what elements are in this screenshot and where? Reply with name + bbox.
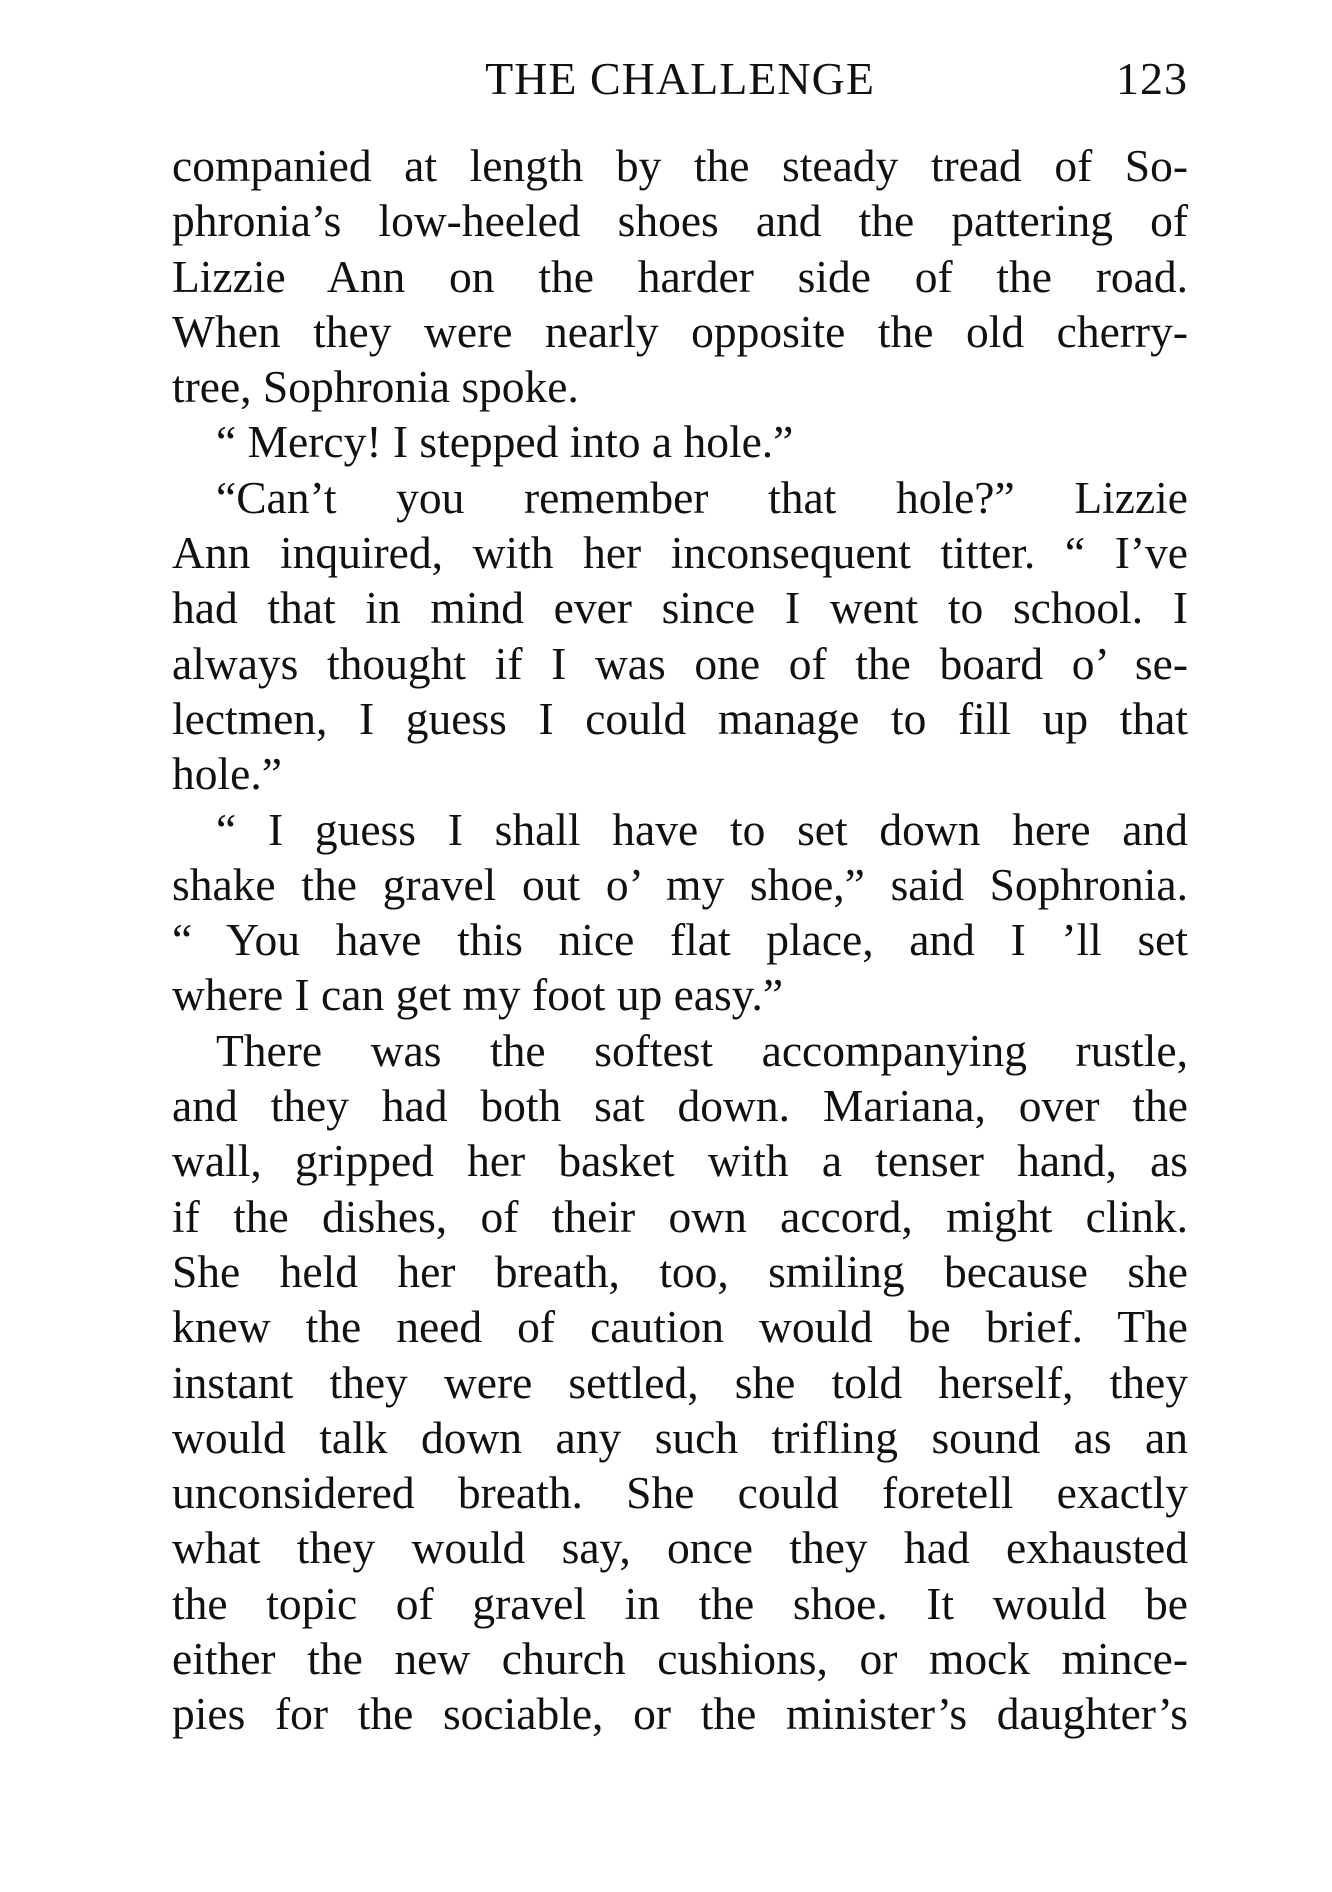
text-line: pies for the sociable, or the minister’s daughter’s: [172, 1688, 1188, 1740]
text-line: “ I guess I shall have to set down here and: [216, 803, 1188, 855]
text-line: and they had both sat down. Mariana, over the: [172, 1080, 1188, 1132]
text-line: When they were nearly opposite the old cherry-: [172, 305, 1188, 357]
text-line: lectmen, I guess I could manage to fill up that: [172, 692, 1188, 744]
text-line: Ann inquired, with her inconsequent titter. “ I’ve: [172, 527, 1188, 579]
running-title: THE CHALLENGE: [485, 53, 875, 104]
text-line: instant they were settled, she told herself, they: [172, 1356, 1188, 1408]
text-line: either the new church cushions, or mock mince-: [172, 1633, 1188, 1685]
text-line: always thought if I was one of the board o’ se-: [172, 637, 1188, 689]
page-number: 123: [1116, 53, 1188, 104]
text-line: phronia’s low-heeled shoes and the pattering of: [172, 195, 1188, 247]
text-line: hole.”: [172, 748, 282, 800]
text-line: “Can’t you remember that hole?” Lizzie: [216, 471, 1188, 523]
text-line: if the dishes, of their own accord, might clink.: [172, 1190, 1188, 1242]
text-line: knew the need of caution would be brief. The: [172, 1301, 1188, 1353]
text-line: would talk down any such trifling sound as an: [172, 1411, 1188, 1463]
text-line: “ You have this nice flat place, and I ’ll set: [172, 914, 1188, 966]
page-header: [172, 52, 1188, 122]
text-line: She held her breath, too, smiling because she: [172, 1245, 1188, 1297]
text-line: tree, Sophronia spoke.: [172, 361, 579, 413]
text-line: companied at length by the steady tread of So-: [172, 140, 1188, 191]
body-text: [172, 138, 1188, 1742]
text-line: wall, gripped her basket with a tenser hand, as: [172, 1135, 1188, 1187]
text-line: unconsidered breath. She could foretell exactly: [172, 1467, 1188, 1519]
text-line: Lizzie Ann on the harder side of the road.: [172, 250, 1188, 302]
text-line: shake the gravel out o’ my shoe,” said Sophronia.: [172, 858, 1188, 910]
text-line: had that in mind ever since I went to school. I: [172, 582, 1188, 634]
text-line: There was the softest accompanying rustle,: [216, 1024, 1188, 1076]
text-line: where I can get my foot up easy.”: [172, 969, 784, 1021]
text-line: “ Mercy! I stepped into a hole.”: [216, 416, 794, 468]
text-line: what they would say, once they had exhausted: [172, 1522, 1188, 1574]
text-line: the topic of gravel in the shoe. It would be: [172, 1577, 1188, 1629]
